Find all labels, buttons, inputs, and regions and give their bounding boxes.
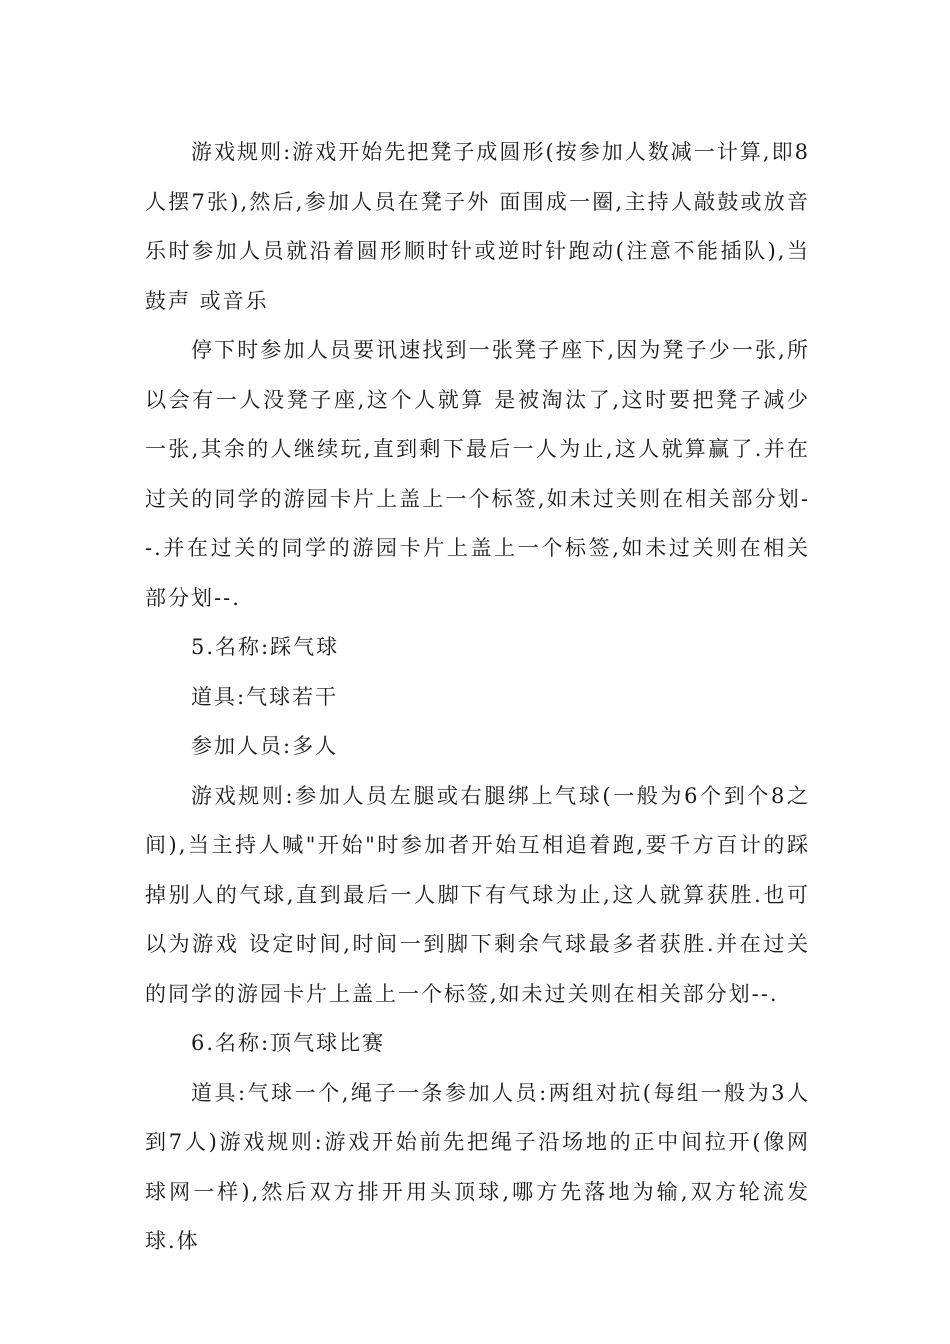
game-5-props: 道具:气球若干 bbox=[191, 684, 339, 709]
game-5-title: 5.名称:踩气球 bbox=[191, 635, 340, 659]
paragraph-rules-chairs: 游戏规则:游戏开始先把凳子成圆形(按参加人数减一计算,即8人摆7张),然后,参加人员在凳子外 面围成一圈,主持人敲鼓或放音乐时参加人员就沿着圆形顺时针或逆时针跑动(注意不能插队),当鼓声 或音乐 bbox=[145, 140, 810, 313]
game-5-participants: 参加人员:多人 bbox=[191, 734, 339, 758]
document-body bbox=[145, 128, 810, 1267]
game-5-rules: 游戏规则:参加人员左腿或右腿绑上气球(一般为6个到个8之间),当主持人喊"开始"时参加者开始互相追着跑,要千方百计的踩掉别人的气球,直到最后一人脚下有气球为止,这人就算获胜.也可以为游戏 设定时间,时间一到脚下剩余气球最多者获胜.并在过关的同学的游园卡片上盖上一个标签,如未过关则在相关部分划--. bbox=[145, 783, 810, 1006]
paragraph-rules-chairs-continued: 停下时参加人员要讯速找到一张凳子座下,因为凳子少一张,所以会有一人没凳子座,这个人就算 是被淘汰了,这时要把凳子减少一张,其余的人继续玩,直到剩下最后一人为止,这人就算赢了.并在过关的同学的游园卡片上盖上一个标签,如未过关则在相关部分划--.并在过关的同学的游园卡片上盖上一个标签,如未过关则在相关部分划--. bbox=[145, 338, 810, 610]
game-6-title: 6.名称:顶气球比赛 bbox=[191, 1031, 386, 1055]
game-6-props-and-rules: 道具:气球一个,绳子一条参加人员:两组对抗(每组一般为3人到7人)游戏规则:游戏开始前先把绳子沿场地的正中间拉开(像网球网一样),然后双方排开用头顶球,哪方先落地为输,双方轮流发球.体 bbox=[145, 1080, 810, 1253]
